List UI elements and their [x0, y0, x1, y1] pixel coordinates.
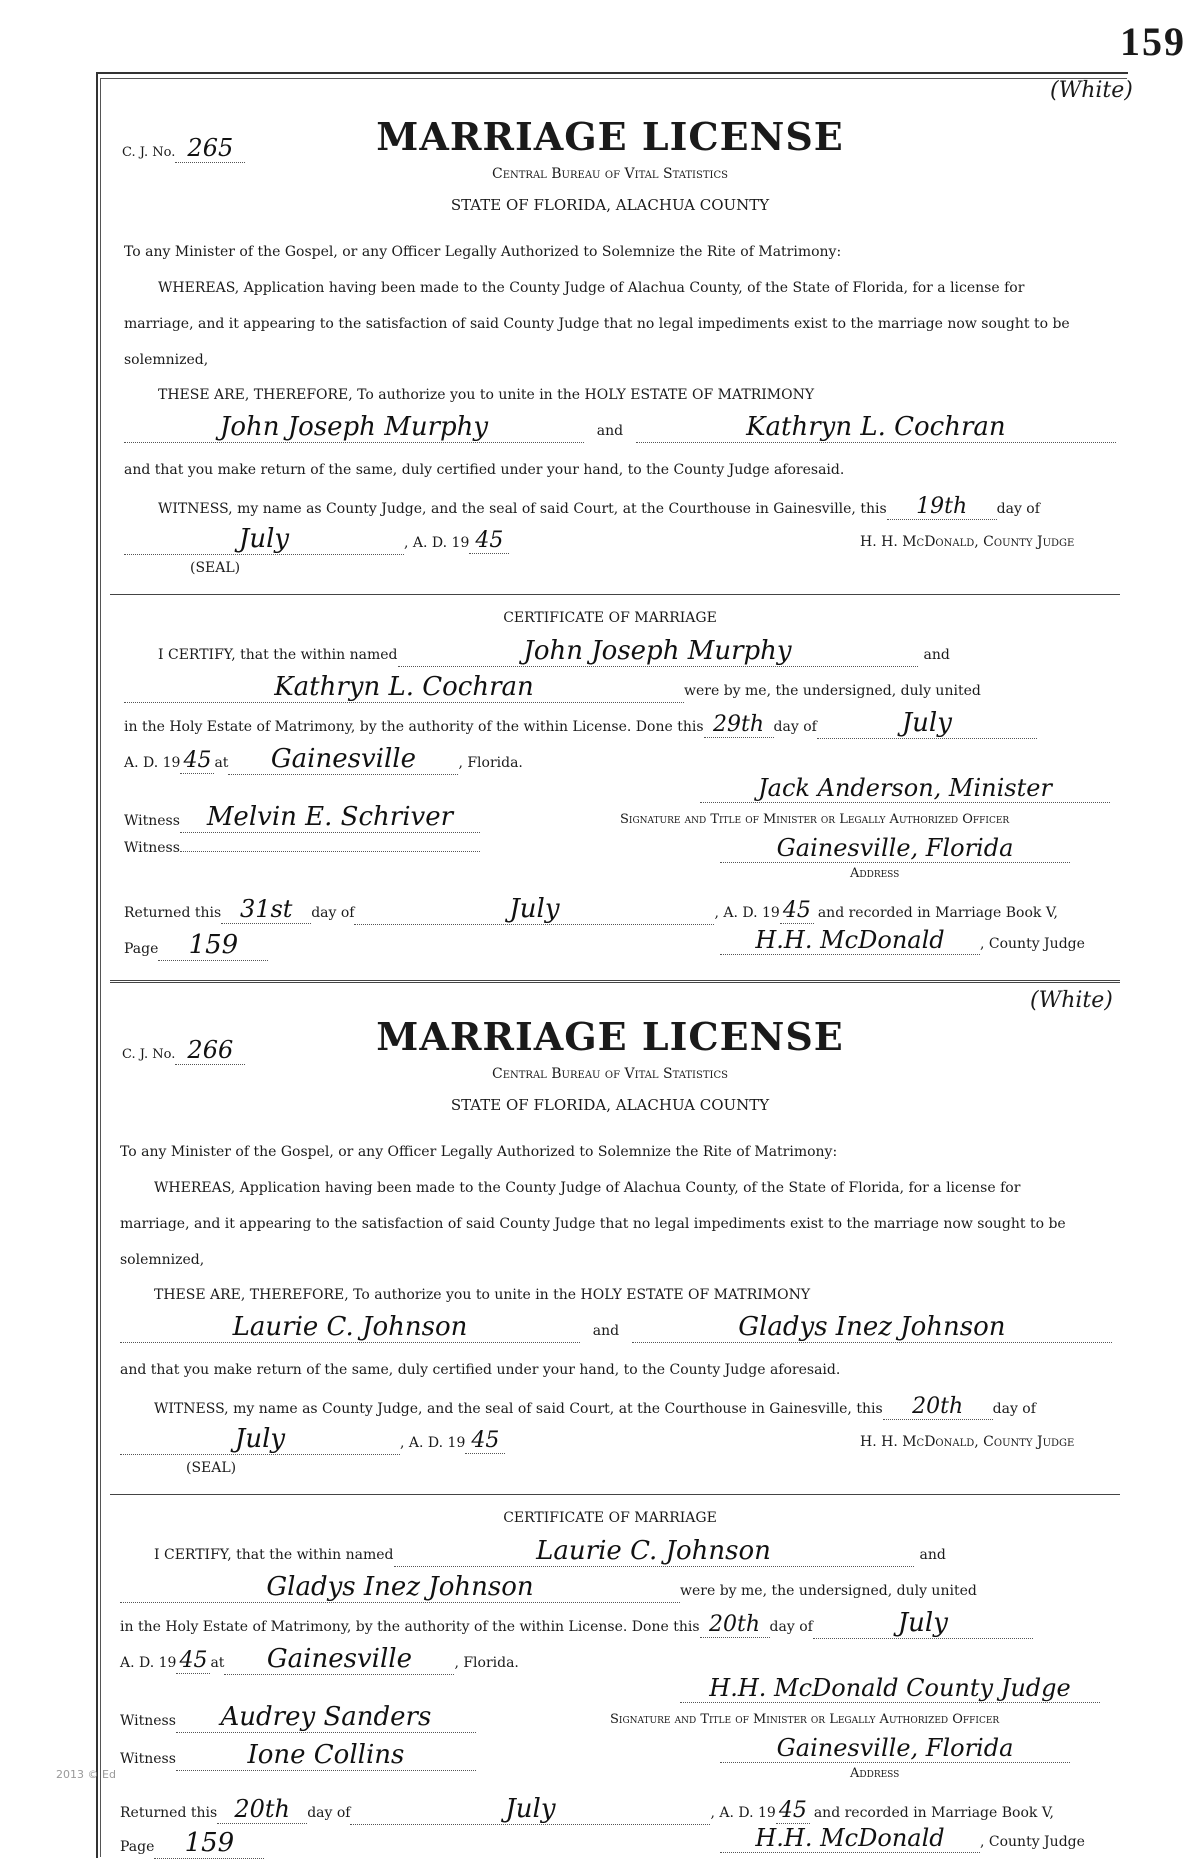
witness-2-row [120, 1740, 476, 1771]
at-label: at [214, 755, 229, 771]
salutation: To any Minister of the Gospel, or any Officer Legally Authorized to Solemnize the Rite of Matrimony: [124, 244, 842, 260]
witness-text: WITNESS, my name as County Judge, and the seal of said Court, at the Courthouse in Gainesville, this [158, 501, 887, 517]
returned-row [124, 894, 1058, 925]
recorder-signature: H.H. McDonald [720, 926, 980, 955]
judge-signature-line: H. H. McDonald, County Judge [860, 1434, 1075, 1450]
page-label: Page [120, 1839, 155, 1855]
whereas-line-2: marriage, and it appearing to the satisfaction of said County Judge that no legal impediments exist to the marriage now sought to be [124, 316, 1070, 332]
address-label: Address [850, 1766, 900, 1781]
date-row [124, 524, 509, 555]
were-by-me-label: were by me, the undersigned, duly united [684, 683, 981, 699]
witness-1: Melvin E. Schriver [180, 802, 480, 833]
page-row [124, 930, 268, 961]
witness-2 [180, 851, 480, 852]
whereas-line-3: solemnized, [120, 1252, 205, 1268]
license-year: 45 [465, 1428, 505, 1454]
done-year: 45 [180, 748, 214, 774]
bureau-line: Central Bureau of Vital Statistics [492, 166, 728, 182]
officer-address-row [720, 1734, 1070, 1763]
whereas-line-2: marriage, and it appearing to the satisfaction of said County Judge that no legal impediments exist to the marriage now sought to be [120, 1216, 1066, 1232]
cert-groom: John Joseph Murphy [398, 636, 918, 667]
done-row [120, 1608, 1033, 1639]
done-row [124, 708, 1037, 739]
and-label: and [923, 647, 950, 663]
groom-name: John Joseph Murphy [124, 412, 584, 443]
state-line: STATE OF FLORIDA, ALACHUA COUNTY [450, 196, 770, 214]
ad-label: , A. D. 19 [400, 1435, 466, 1451]
returned-day: 31st [221, 895, 311, 924]
recorded-in-label: and recorded in Marriage Book V, [813, 1805, 1054, 1821]
address-label: Address [850, 866, 900, 881]
certify-label: I CERTIFY, that the within named [154, 1547, 394, 1563]
recorder-row [720, 926, 1085, 955]
witness-text: WITNESS, my name as County Judge, and the seal of said Court, at the Courthouse in Gainesville, this [154, 1401, 883, 1417]
witness-2: Ione Collins [176, 1740, 476, 1771]
witness-1-row [120, 1702, 476, 1733]
sig-title-label: Signature and Title of Minister or Legally Authorized Officer [620, 812, 1010, 827]
sig-title-label: Signature and Title of Minister or Legally Authorized Officer [610, 1712, 1000, 1727]
day-of-label: day of [992, 1401, 1036, 1417]
done-year: 45 [176, 1648, 210, 1674]
officer-signature: Jack Anderson, Minister [700, 774, 1110, 803]
cert-bride-row [124, 672, 981, 703]
and-label: and [592, 1323, 620, 1339]
returned-year: 45 [776, 1798, 810, 1824]
cj-number: 265 [175, 134, 245, 163]
witness-clause [158, 494, 1040, 520]
cj-number: 266 [175, 1036, 245, 1065]
returned-label: Returned this [120, 1805, 218, 1821]
certify-row [158, 636, 950, 667]
cert-bride: Kathryn L. Cochran [124, 672, 684, 703]
officer-row [680, 1674, 1100, 1703]
witness-clause [154, 1394, 1036, 1420]
recorded-in-label: and recorded in Marriage Book V, [817, 905, 1058, 921]
recorder-signature: H.H. McDonald [720, 1824, 980, 1853]
license-title: MARRIAGE LICENSE [376, 1014, 844, 1059]
license-month: July [124, 524, 404, 555]
race-note: (White) [1050, 78, 1133, 103]
day-of-label: day of [996, 501, 1040, 517]
holy-estate-label: in the Holy Estate of Matrimony, by the authority of the within License. Done this [124, 719, 704, 735]
day-of-label: day of [769, 1619, 813, 1635]
cert-bride-row [120, 1572, 977, 1603]
witness-1: Audrey Sanders [176, 1702, 476, 1733]
witness-1-row [124, 802, 480, 833]
done-month: July [813, 1608, 1033, 1639]
return-line: and that you make return of the same, duly certified under your hand, to the County Judge aforesaid. [120, 1362, 841, 1378]
officer-address: Gainesville, Florida [720, 1734, 1070, 1763]
witness-label: Witness [120, 1713, 176, 1729]
whereas-line-3: solemnized, [124, 352, 209, 368]
authorize-line: THESE ARE, THEREFORE, To authorize you to unite in the HOLY ESTATE OF MATRIMONY [154, 1287, 811, 1303]
whereas-line-1: WHEREAS, Application having been made to the County Judge of Alachua County, of the State of Florida, for a license for [154, 1180, 1021, 1196]
county-judge-label: , County Judge [980, 1834, 1085, 1850]
and-label: and [919, 1547, 946, 1563]
section-divider [110, 594, 1120, 595]
cert-title: CERTIFICATE OF MARRIAGE [503, 1510, 717, 1526]
returned-year: 45 [780, 898, 814, 924]
witness-label: Witness [120, 1751, 176, 1767]
return-line: and that you make return of the same, duly certified under your hand, to the County Judge aforesaid. [124, 462, 845, 478]
done-day: 20th [700, 1612, 770, 1638]
groom-name: Laurie C. Johnson [120, 1312, 580, 1343]
salutation: To any Minister of the Gospel, or any Officer Legally Authorized to Solemnize the Rite of Matrimony: [120, 1144, 838, 1160]
whereas-line-1: WHEREAS, Application having been made to the County Judge of Alachua County, of the State of Florida, for a license for [158, 280, 1025, 296]
day-of-label: day of [307, 1805, 351, 1821]
book-page: 159 [158, 930, 268, 961]
certify-row [154, 1536, 946, 1567]
county-judge-label: , County Judge [980, 936, 1085, 952]
section-divider [110, 1494, 1120, 1495]
florida-label: , Florida. [458, 755, 523, 771]
watermark: 2013 © Ed [56, 1768, 116, 1781]
race-note: (White) [1030, 988, 1113, 1013]
were-by-me-label: were by me, the undersigned, duly united [680, 1583, 977, 1599]
returned-month: July [354, 894, 714, 925]
officer-signature: H.H. McDonald County Judge [680, 1674, 1100, 1703]
book-page: 159 [154, 1828, 264, 1859]
officer-address-row [720, 834, 1070, 863]
judge-signature-line: H. H. McDonald, County Judge [860, 534, 1075, 550]
license-month: July [120, 1424, 400, 1455]
cert-groom: Laurie C. Johnson [394, 1536, 914, 1567]
done-place: Gainesville [224, 1644, 454, 1675]
page-label: Page [124, 941, 159, 957]
witness-label: Witness [124, 840, 180, 856]
witness-label: Witness [124, 813, 180, 829]
ad-label: , A. D. 19 [404, 535, 470, 551]
done-place: Gainesville [228, 744, 458, 775]
place-row [124, 744, 523, 775]
returned-row [120, 1794, 1054, 1825]
date-row [120, 1424, 505, 1455]
bride-name: Gladys Inez Johnson [632, 1312, 1112, 1343]
license-year: 45 [469, 528, 509, 554]
couple-row [120, 1312, 1112, 1343]
done-day: 29th [704, 712, 774, 738]
and-label: and [596, 423, 624, 439]
returned-month: July [350, 1794, 710, 1825]
authorize-line: THESE ARE, THEREFORE, To authorize you to unite in the HOLY ESTATE OF MATRIMONY [158, 387, 815, 403]
certify-label: I CERTIFY, that the within named [158, 647, 398, 663]
ad-label: , A. D. 19 [714, 905, 780, 921]
day-of-label: day of [773, 719, 817, 735]
at-label: at [210, 1655, 225, 1671]
cj-label: C. J. No. [122, 145, 176, 160]
seal-label: (SEAL) [190, 560, 241, 576]
couple-row [124, 412, 1116, 443]
ad-label: A. D. 19 [124, 755, 181, 771]
page-row [120, 1828, 264, 1859]
returned-label: Returned this [124, 905, 222, 921]
bride-name: Kathryn L. Cochran [636, 412, 1116, 443]
holy-estate-label: in the Holy Estate of Matrimony, by the authority of the within License. Done this [120, 1619, 700, 1635]
ad-label: A. D. 19 [120, 1655, 177, 1671]
recorder-row [720, 1824, 1085, 1853]
license-title: MARRIAGE LICENSE [376, 114, 844, 159]
done-month: July [817, 708, 1037, 739]
state-line: STATE OF FLORIDA, ALACHUA COUNTY [450, 1096, 770, 1114]
license-day: 19th [887, 494, 997, 520]
seal-label: (SEAL) [186, 1460, 237, 1476]
bureau-line: Central Bureau of Vital Statistics [492, 1066, 728, 1082]
returned-day: 20th [217, 1795, 307, 1824]
page-number: 159 [1120, 19, 1186, 64]
ad-label: , A. D. 19 [710, 1805, 776, 1821]
record-divider [110, 980, 1120, 983]
cj-label: C. J. No. [122, 1047, 176, 1062]
officer-address: Gainesville, Florida [720, 834, 1070, 863]
day-of-label: day of [311, 905, 355, 921]
license-day: 20th [883, 1394, 993, 1420]
officer-row [700, 774, 1110, 803]
florida-label: , Florida. [454, 1655, 519, 1671]
witness-2-row [124, 840, 480, 856]
place-row [120, 1644, 519, 1675]
cert-title: CERTIFICATE OF MARRIAGE [503, 610, 717, 626]
cert-bride: Gladys Inez Johnson [120, 1572, 680, 1603]
